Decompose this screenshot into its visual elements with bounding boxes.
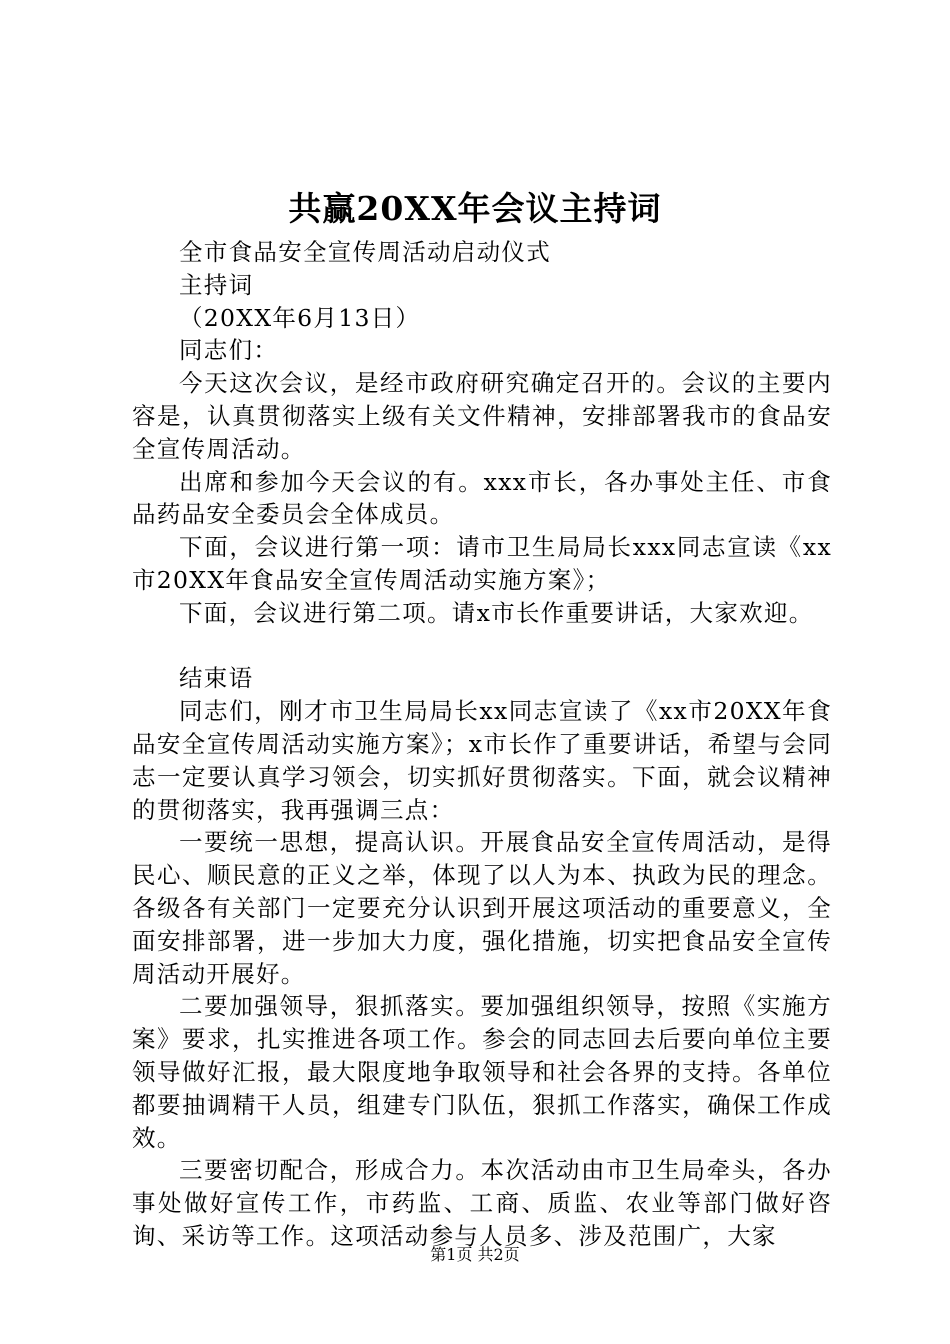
paragraph-spacer	[132, 630, 832, 663]
paragraph-point-3: 三要密切配合，形成合力。本次活动由市卫生局牵头，各办事处做好宣传工作，市药监、工商、质监、农业等部门做好咨询、采访等工作。这项活动参与人员多、涉及范围广，大家	[132, 1156, 832, 1250]
paragraph-agenda-item-1: 下面，会议进行第一项：请市卫生局局长xxx同志宣读《xx市20XX年食品安全宣传周活动实施方案》；	[132, 533, 832, 594]
paragraph-subtitle: 主持词	[179, 270, 254, 299]
paragraph-salutation: 同志们：	[179, 336, 279, 365]
paragraph-date: （20XX年6月13日）	[179, 303, 421, 332]
paragraph-closing-heading: 结束语	[179, 664, 254, 693]
paragraph-point-1: 一要统一思想，提高认识。开展食品安全宣传周活动，是得民心、顺民意的正义之举，体现了以人为本、执政为民的理念。各级各有关部门一定要充分认识到开展这项活动的重要意义，全面安排部署，进一步加大力度，强化措施，切实把食品安全宣传周活动开展好。	[132, 828, 832, 988]
paragraph-attendees: 出席和参加今天会议的有。xxx市长，各办事处主任、市食品药品安全委员会全体成员。	[132, 467, 832, 529]
paragraph-closing-intro: 同志们，刚才市卫生局局长xx同志宣读了《xx市20XX年食品安全宣传周活动实施方案》；x市长作了重要讲话，希望与会同志一定要认真学习领会，切实抓好贯彻落实。下面，就会议精神的贯彻落实，我再强调三点：	[132, 697, 832, 824]
page-number: 第1页 共2页	[430, 1245, 520, 1264]
paragraph-point-2: 二要加强领导，狠抓落实。要加强组织领导，按照《实施方案》要求，扎实推进各项工作。参会的同志回去后要向单位主要领导做好汇报，最大限度地争取领导和社会各界的支持。各单位都要抽调精干人员，组建专门队伍，狠抓工作落实，确保工作成效。	[132, 992, 832, 1152]
document-body	[132, 236, 832, 1253]
paragraph-agenda-item-2: 下面，会议进行第二项。请x市长作重要讲话，大家欢迎。	[179, 598, 814, 627]
document-title: 共赢20XX年会议主持词	[288, 189, 662, 228]
paragraph-event-name: 全市食品安全宣传周活动启动仪式	[179, 238, 551, 266]
paragraph-intro: 今天这次会议，是经市政府研究确定召开的。会议的主要内容是，认真贯彻落实上级有关文件精神，安排部署我市的食品安全宣传周活动。	[132, 369, 832, 463]
